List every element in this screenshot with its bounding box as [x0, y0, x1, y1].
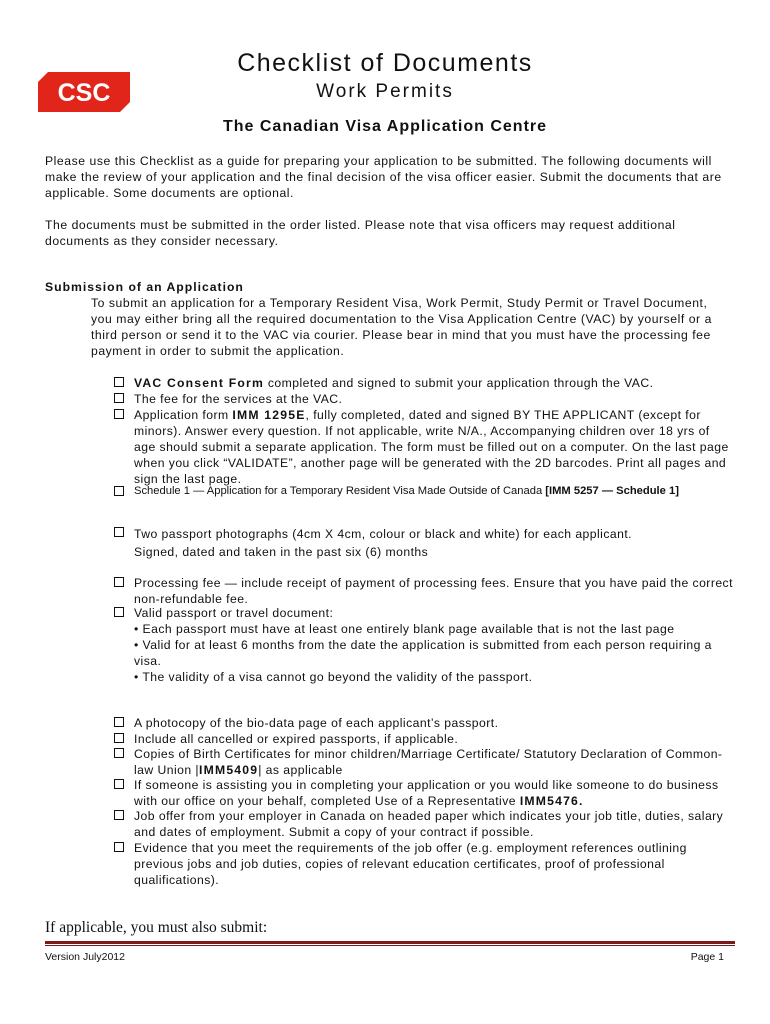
checklist-item — [114, 575, 734, 607]
checkbox[interactable] — [114, 779, 124, 789]
item-text: Application form — [134, 408, 233, 422]
item-text: Signed, dated and taken in the past six (6) months — [134, 545, 429, 559]
also-submit-heading: If applicable, you must also submit: — [45, 919, 268, 936]
checkbox[interactable] — [114, 486, 124, 496]
item-bold: IMM5476. — [519, 794, 584, 808]
item-text: Processing fee — include receipt of payment of processing fees. Ensure that you have paid the correct non-refundable fee. — [134, 576, 733, 606]
checklist-item — [114, 525, 734, 561]
checkbox[interactable] — [114, 393, 124, 403]
item-text: A photocopy of the bio-data page of each applicant’s passport. — [134, 716, 499, 730]
page-number: Page 1 — [690, 951, 724, 963]
item-text: Include all cancelled or expired passports, if applicable. — [134, 732, 459, 746]
organization-heading: The Canadian Visa Application Centre — [222, 118, 548, 135]
checkbox[interactable] — [114, 748, 124, 758]
checklist-item — [114, 605, 734, 685]
checklist-item — [114, 407, 734, 487]
item-text: The fee for the services at the VAC. — [134, 392, 343, 406]
document-subtitle: Work Permits — [316, 81, 454, 102]
logo-text: CSC — [57, 79, 111, 107]
checklist-item — [114, 391, 734, 407]
item-bullet: • Each passport must have at least one entirely blank page available that is not the last page — [134, 622, 675, 636]
checkbox[interactable] — [114, 409, 124, 419]
checklist-item — [114, 375, 734, 391]
item-text: Job offer from your employer in Canada on headed paper which indicates your job title, duties, salary and dates of employment. Submit a copy of your contract if possible. — [134, 809, 724, 839]
item-text: If someone is assisting you in completing your application or you would like someone to do business with our office on your behalf, completed Use of a Representative — [134, 778, 719, 808]
item-text: Copies of Birth Certificates for minor children/Marriage Certificate/ Statutory Declaration of Common-law Union | — [134, 747, 723, 777]
checklist-item — [114, 840, 734, 888]
checkbox[interactable] — [114, 377, 124, 387]
checklist-item — [114, 480, 734, 502]
checkbox[interactable] — [114, 842, 124, 852]
section-body: To submit an application for a Temporary Resident Visa, Work Permit, Study Permit or Travel Document, you may either bring all the required documentation to the Visa Application Centre (VAC) by yourself or a third person or send it to the VAC via courier. Please bear in mind that you must have the processing fee payment in order to submit the application. — [91, 296, 712, 358]
item-bold: IMM 1295E — [232, 408, 306, 422]
checklist-item — [114, 746, 734, 778]
item-text: Two passport photographs (4cm X 4cm, colour or black and white) for each applicant. — [134, 527, 632, 541]
checkbox[interactable] — [114, 717, 124, 727]
item-text: Valid passport or travel document: — [134, 606, 334, 620]
item-bold: VAC Consent Form — [134, 376, 265, 390]
item-text: , fully completed, dated and signed BY THE APPLICANT (except for minors). Answer every question. If not applicable, write N/A., Accompanying children over 18 yrs of age should submit a separate application. The form must be filled out on a computer. On the last page when you click “VALIDATE”, another page will be generated with the 2D barcodes. Print all pages and sign the last page. — [134, 408, 729, 486]
intro-paragraph-2: The documents must be submitted in the order listed. Please note that visa officers may request additional documents as they consider necessary. — [45, 218, 676, 248]
item-text: | as applicable — [258, 763, 343, 777]
item-text: Schedule 1 — Application for a Temporary Resident Visa Made Outside of Canada — [134, 485, 546, 497]
item-bullet: • The validity of a visa cannot go beyond the validity of the passport. — [134, 670, 533, 684]
item-text: Evidence that you meet the requirements of the job offer (e.g. employment references outlining previous jobs and job duties, copies of relevant education certificates, proof of professional qualifications). — [134, 841, 687, 887]
footer-rule — [45, 941, 735, 944]
checkbox[interactable] — [114, 577, 124, 587]
item-bold: IMM5409 — [199, 763, 259, 777]
checkbox[interactable] — [114, 527, 124, 537]
footer-rule — [45, 945, 735, 946]
checklist-item — [114, 808, 734, 840]
checkbox[interactable] — [114, 810, 124, 820]
checklist-item — [114, 715, 734, 731]
item-bullet: • Valid for at least 6 months from the date the application is submitted from each person requiring a visa. — [134, 638, 712, 668]
document-title: Checklist of Documents — [237, 49, 533, 77]
checklist-item — [114, 731, 734, 747]
version-label: Version July2012 — [45, 951, 125, 963]
checklist-item — [114, 777, 734, 809]
checkbox[interactable] — [114, 733, 124, 743]
item-text: completed and signed to submit your application through the VAC. — [264, 376, 654, 390]
section-heading: Submission of an Application — [45, 280, 244, 294]
item-bold: [IMM 5257 — Schedule 1] — [545, 485, 679, 497]
checkbox[interactable] — [114, 607, 124, 617]
intro-paragraph-1: Please use this Checklist as a guide for preparing your application to be submitted. The following documents will make the review of your application and the final decision of the visa officer easier. Submit the documents that are applicable. Some documents are optional. — [45, 154, 722, 200]
